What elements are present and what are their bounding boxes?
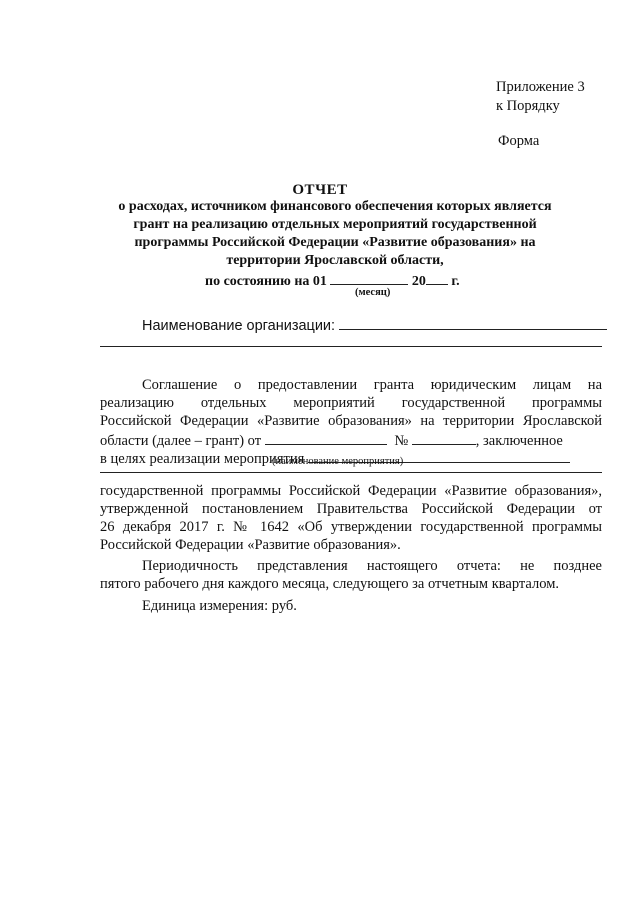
- agreement-line-4: [100, 430, 563, 450]
- organization-line: [142, 315, 607, 334]
- status-year: 20: [411, 274, 426, 289]
- agreement-concluded: , заключенное: [475, 433, 563, 449]
- agreement-number-label: №: [394, 433, 409, 449]
- event-caption: (наименование мероприятия): [272, 456, 404, 467]
- agreement-line-7: утвержденной постановлением Правительства Российской Федерации от: [100, 501, 602, 517]
- annex-header: [496, 78, 585, 116]
- periodicity-line-2: пятого рабочего дня каждого месяца, следующего за отчетным кварталом.: [100, 576, 560, 592]
- agreement-date-label: области (далее – грант) от: [100, 433, 262, 449]
- agreement-line-3: Российской Федерации «Развитие образования» на территории Ярославской: [100, 413, 602, 429]
- agreement-line-1: Соглашение о предоставлении гранта юридическим лицам на: [142, 377, 602, 393]
- agreement-line-6: государственной программы Российской Федерации «Развитие образования»,: [100, 483, 602, 499]
- year-blank: [426, 270, 448, 285]
- organization-label: Наименование организации:: [142, 318, 336, 334]
- report-status-line: [205, 270, 460, 290]
- annex-line-1: Приложение 3: [496, 79, 585, 95]
- month-caption: (месяц): [355, 287, 391, 298]
- report-subtitle: о расходах, источником финансового обеспечения которых является грант на реализацию отдельных мероприятий государственной программы Российской Федерации «Развитие образования» на территории Ярославской области,: [118, 199, 552, 268]
- agreement-line-9: Российской Федерации «Развитие образования».: [100, 537, 401, 553]
- month-blank: [330, 270, 408, 285]
- annex-line-2: к Порядку: [496, 98, 560, 114]
- organization-blank: [339, 315, 607, 330]
- form-label: Форма: [498, 133, 540, 149]
- event-blank-2: [100, 472, 602, 473]
- agreement-date-blank: [265, 430, 387, 445]
- agreement-line-2: реализацию отдельных мероприятий государственной программы: [100, 395, 602, 411]
- organization-blank-2: [100, 346, 602, 347]
- periodicity-line-1: Периодичность представления настоящего отчета: не позднее: [142, 558, 602, 574]
- status-suffix: г.: [451, 274, 460, 289]
- status-prefix: по состоянию на 01: [205, 274, 327, 289]
- agreement-line-8: 26 декабря 2017 г. № 1642 «Об утверждении государственной программы: [100, 519, 602, 535]
- unit-line: Единица измерения: руб.: [142, 598, 297, 614]
- agreement-number-blank: [412, 430, 476, 445]
- report-title: ОТЧЕТ: [292, 182, 348, 198]
- agreement-event-label: в целях реализации мероприятия: [100, 451, 305, 467]
